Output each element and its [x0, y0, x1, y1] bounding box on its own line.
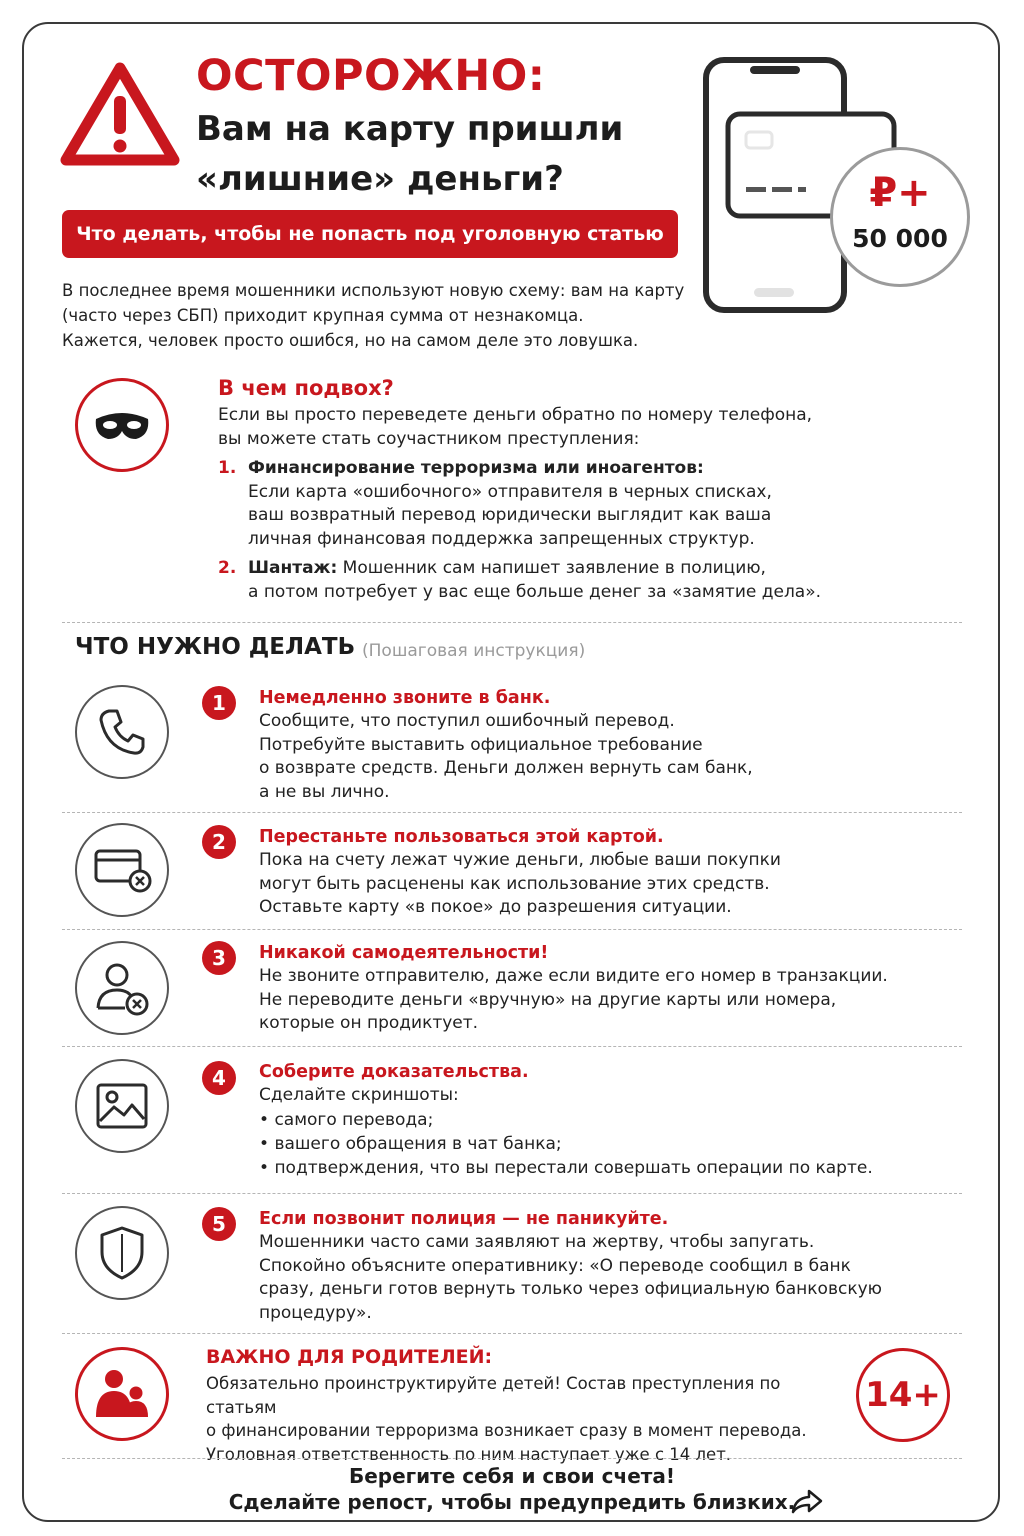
amount-label: 50 000: [852, 224, 948, 253]
user-blocked-icon: [93, 960, 151, 1016]
step-2: [259, 825, 939, 920]
scheme-title: В чем подвох?: [218, 376, 394, 400]
warning-icon: [60, 60, 180, 168]
evidence-list: [259, 1108, 939, 1180]
step-1: [259, 686, 939, 804]
shield-icon-circle: [75, 1206, 169, 1300]
step-4: [259, 1060, 939, 1180]
parents-text: Обязательно проинструктируйте детей! Состав преступления по статьям о финансировании терроризма возникает сразу в момент перевода. Уголовная ответственность по ним наступает уже с 14 лет.: [206, 1374, 807, 1464]
divider: [62, 929, 962, 930]
step-3: [259, 941, 939, 1036]
step-number-badge: 2: [202, 825, 236, 859]
parents-title: ВАЖНО ДЛЯ РОДИТЕЛЕЙ:: [206, 1346, 493, 1368]
step-body: Сделайте скриншоты:: [259, 1085, 459, 1105]
page-subtitle: Вам на карту пришли «лишние» деньги?: [196, 109, 624, 199]
step-title: Если позвонит полиция — не паникуйте.: [259, 1209, 669, 1229]
divider: [62, 1333, 962, 1334]
step-number-badge: 4: [202, 1061, 236, 1095]
step-5: [259, 1207, 939, 1325]
divider: [62, 812, 962, 813]
ruble-plus-label: ₽+: [869, 170, 931, 216]
list-item: • вашего обращения в чат банка;: [259, 1132, 939, 1156]
steps-subheading: (Пошаговая инструкция): [362, 641, 586, 661]
step-title: Соберите доказательства.: [259, 1062, 529, 1082]
list-item: • подтверждения, что вы перестали совершать операции по карте.: [259, 1156, 939, 1180]
user-icon-circle: [75, 941, 169, 1035]
step-title: Перестаньте пользоваться этой картой.: [259, 827, 664, 847]
family-icon-circle: [75, 1347, 169, 1441]
phone-icon: [95, 705, 149, 759]
image-icon-circle: [75, 1059, 169, 1153]
shield-icon: [96, 1224, 148, 1282]
step-title: Немедленно звоните в банк.: [259, 688, 551, 708]
scheme-lead: Если вы просто переведете деньги обратно по номеру телефона, вы можете стать соучастником преступления:: [218, 405, 813, 449]
robber-mask-icon: [92, 405, 152, 445]
share-icon[interactable]: [790, 1487, 824, 1515]
step-number-badge: 1: [202, 686, 236, 720]
amount-badge: [830, 147, 970, 287]
divider: [62, 1193, 962, 1194]
subtitle-banner: Что делать, чтобы не попасть под уголовную статью: [62, 210, 678, 258]
scheme-list: [218, 457, 938, 604]
intro-text: В последнее время мошенники используют новую схему: вам на карту (часто через СБП) приходит крупная сумма от незнакомца. Кажется, человек просто ошибся, но на самом деле это ловушка.: [62, 281, 685, 350]
mask-icon-circle: [75, 378, 169, 472]
card-blocked-icon: [92, 845, 152, 895]
footer-line-2: Сделайте репост, чтобы предупредить близких.: [228, 1490, 796, 1514]
step-body: Сообщите, что поступил ошибочный перевод. Потребуйте выставить официальное требование о возврате средств. Деньги должен вернуть сам банк, а не вы лично.: [259, 711, 753, 802]
scheme-block: [218, 376, 938, 604]
list-item: 1. Финансирование терроризма или иноагентов: Если карта «ошибочного» отправителя в черных списках, ваш возвратный перевод юридически выглядит как ваша личная финансовая поддержка запрещенных структур.: [218, 458, 772, 549]
card-icon-circle: [75, 823, 169, 917]
family-icon: [90, 1367, 154, 1421]
list-item: 2. Шантаж: Мошенник сам напишет заявление в полицию, а потом потребует у вас еще больше денег за «замятие дела».: [218, 558, 822, 602]
divider: [62, 1458, 962, 1459]
step-body: Не звоните отправителю, даже если видите его номер в транзакции. Не переводите деньги «вручную» на другие карты или номера, которые он продиктует.: [259, 966, 888, 1033]
divider: [62, 622, 962, 623]
step-title: Никакой самодеятельности!: [259, 943, 549, 963]
step-body: Пока на счету лежат чужие деньги, любые ваши покупки могут быть расценены как использование этих средств. Оставьте карту «в покое» до разрешения ситуации.: [259, 850, 781, 917]
phone-icon-circle: [75, 685, 169, 779]
divider: [62, 1046, 962, 1047]
footer-line-1: Берегите себя и свои счета!: [348, 1464, 676, 1488]
image-icon: [94, 1081, 150, 1131]
step-number-badge: 3: [202, 941, 236, 975]
list-item: • самого перевода;: [259, 1108, 939, 1132]
step-number-badge: 5: [202, 1207, 236, 1241]
parents-block: [206, 1346, 846, 1466]
steps-heading: ЧТО НУЖНО ДЕЛАТЬ: [75, 634, 356, 660]
page-title: ОСТОРОЖНО:: [196, 51, 546, 101]
step-body: Мошенники часто сами заявляют на жертву, чтобы запугать. Спокойно объясните оперативнику: «О переводе сообщил в банк сразу, деньги готов вернуть только через официальную банковскую процедуру».: [259, 1232, 882, 1323]
age-badge: 14+: [856, 1348, 950, 1442]
